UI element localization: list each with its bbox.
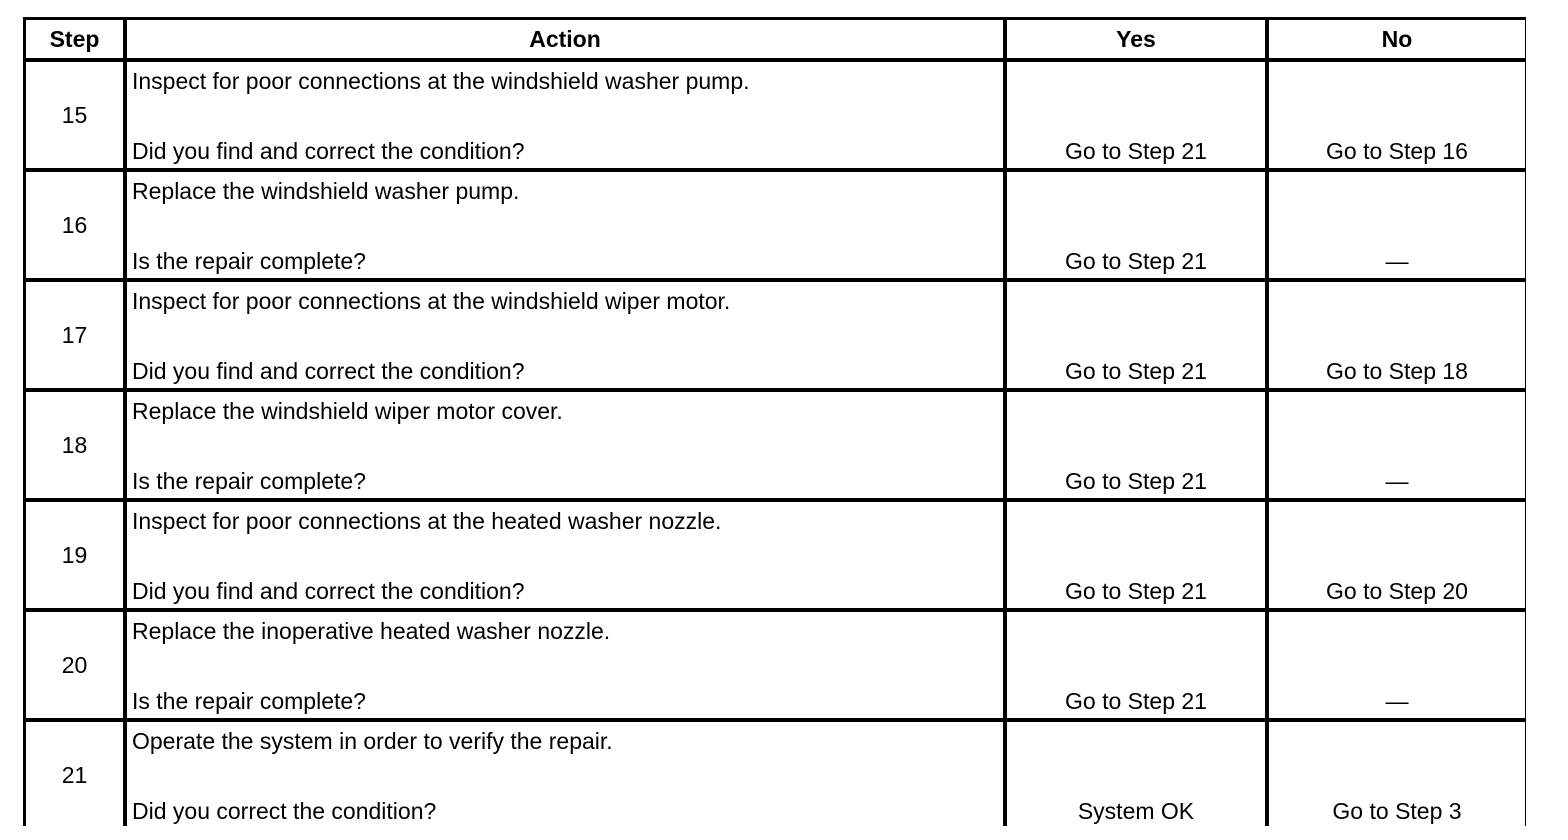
no-result: — xyxy=(1269,612,1525,718)
no-result: Go to Step 18 xyxy=(1269,282,1525,388)
step-number: 18 xyxy=(26,392,123,498)
yes-result: System OK xyxy=(1007,722,1265,828)
step-number: 16 xyxy=(26,172,123,278)
action-cell xyxy=(127,612,1003,718)
header-yes: Yes xyxy=(1007,20,1265,58)
header-no: No xyxy=(1269,20,1525,58)
step-number: 20 xyxy=(26,612,123,718)
yes-result: Go to Step 21 xyxy=(1007,612,1265,718)
action-text: Inspect for poor connections at the windshield wiper motor. xyxy=(132,288,731,314)
diagnostic-table xyxy=(23,17,1526,826)
yes-result: Go to Step 21 xyxy=(1007,172,1265,278)
yes-result: Go to Step 21 xyxy=(1007,62,1265,168)
header-action: Action xyxy=(127,20,1003,58)
action-text: Replace the inoperative heated washer nozzle. xyxy=(132,618,611,644)
no-result: — xyxy=(1269,172,1525,278)
action-cell xyxy=(127,392,1003,498)
no-result: Go to Step 3 xyxy=(1269,722,1525,828)
action-question: Did you find and correct the condition? xyxy=(132,138,525,164)
step-number: 19 xyxy=(26,502,123,608)
action-question: Is the repair complete? xyxy=(132,248,366,274)
action-question: Did you find and correct the condition? xyxy=(132,358,525,384)
action-text: Inspect for poor connections at the heated washer nozzle. xyxy=(132,508,722,534)
action-cell xyxy=(127,722,1003,828)
action-question: Is the repair complete? xyxy=(132,688,366,714)
action-text: Replace the windshield wiper motor cover. xyxy=(132,398,563,424)
yes-result: Go to Step 21 xyxy=(1007,392,1265,498)
no-result: — xyxy=(1269,392,1525,498)
action-cell xyxy=(127,502,1003,608)
action-question: Did you correct the condition? xyxy=(132,798,437,824)
yes-result: Go to Step 21 xyxy=(1007,502,1265,608)
action-question: Is the repair complete? xyxy=(132,468,366,494)
action-question: Did you find and correct the condition? xyxy=(132,578,525,604)
action-text: Operate the system in order to verify the repair. xyxy=(132,728,613,754)
action-text: Replace the windshield washer pump. xyxy=(132,178,520,204)
action-text: Inspect for poor connections at the windshield washer pump. xyxy=(132,68,750,94)
yes-result: Go to Step 21 xyxy=(1007,282,1265,388)
no-result: Go to Step 16 xyxy=(1269,62,1525,168)
step-number: 15 xyxy=(26,62,123,168)
header-step: Step xyxy=(26,20,123,58)
action-cell xyxy=(127,172,1003,278)
step-number: 21 xyxy=(26,722,123,828)
action-cell xyxy=(127,62,1003,168)
no-result: Go to Step 20 xyxy=(1269,502,1525,608)
action-cell xyxy=(127,282,1003,388)
step-number: 17 xyxy=(26,282,123,388)
